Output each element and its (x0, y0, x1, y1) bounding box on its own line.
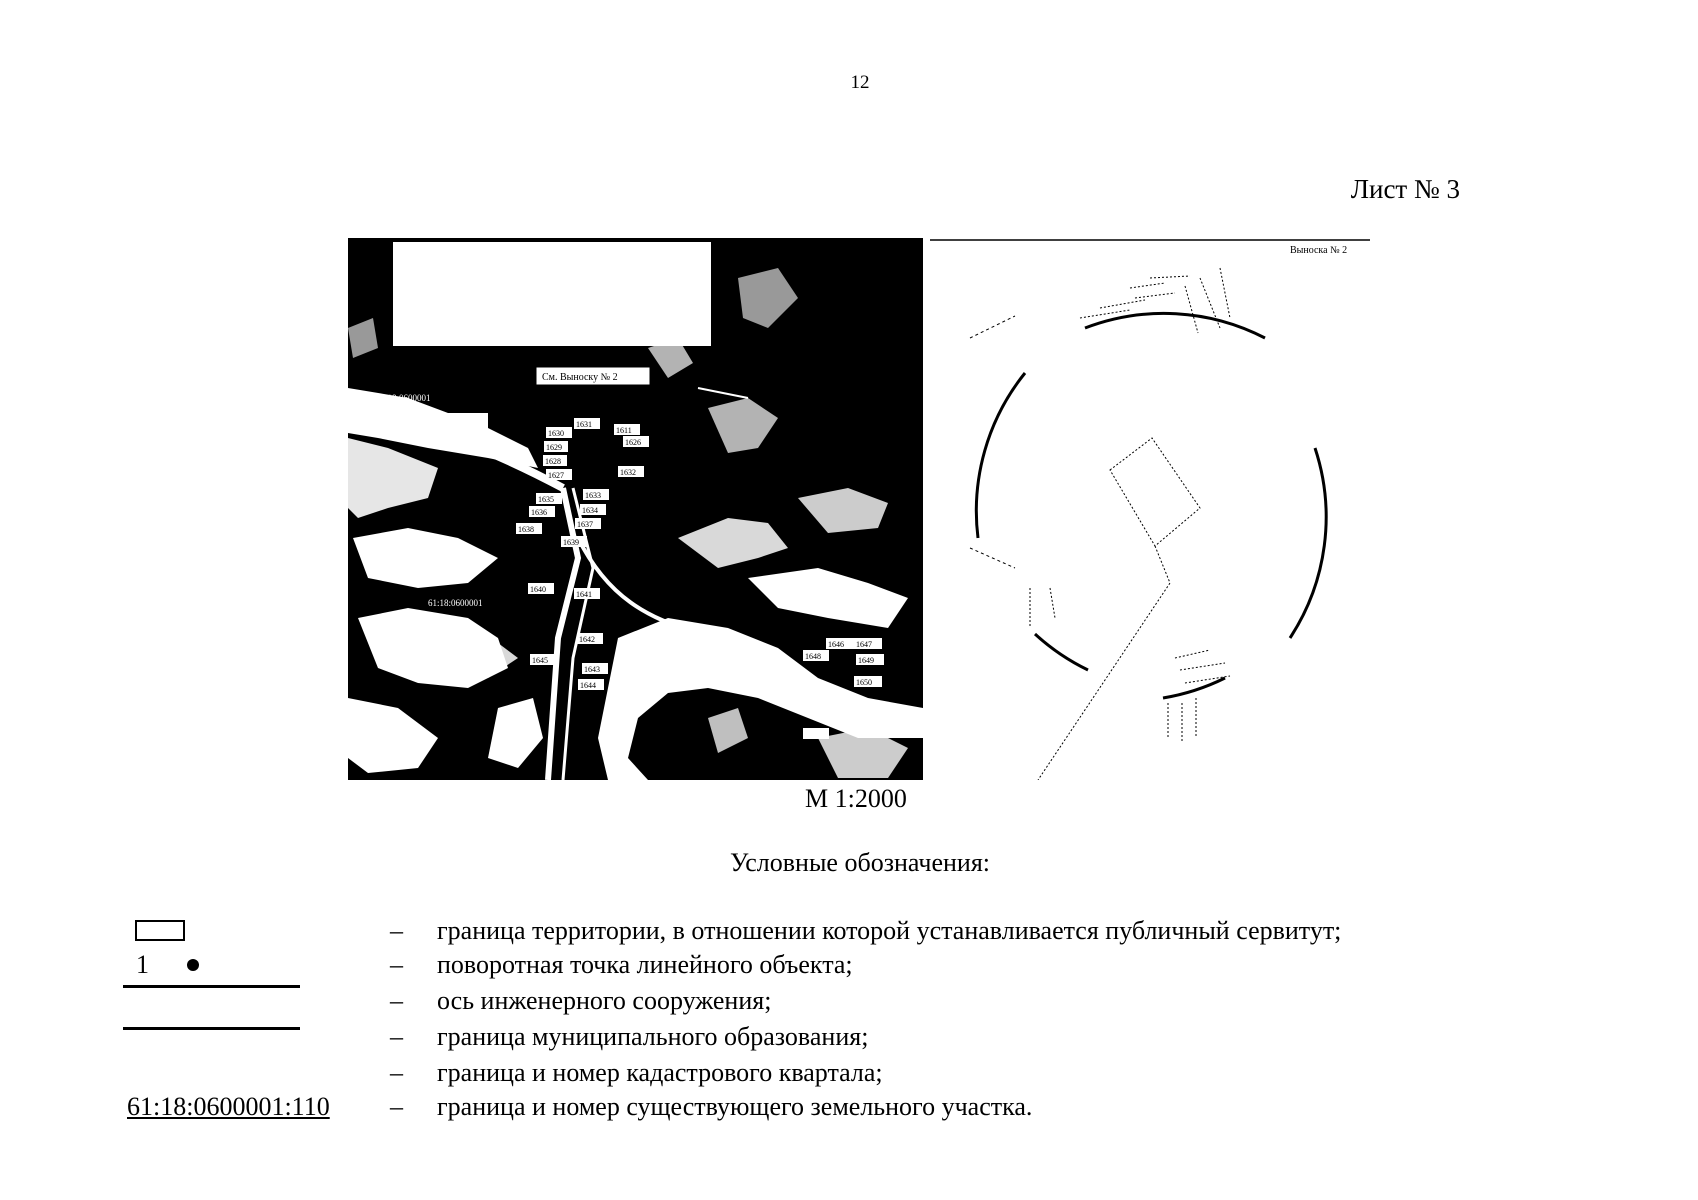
cadastral-label: 61:18:0600001 (376, 393, 431, 403)
point-label: 1645 (532, 656, 548, 665)
sheet-label: Лист № 3 (1350, 174, 1460, 204)
inset-title: Выноска № 2 (1290, 245, 1348, 256)
point-label: 1626 (625, 438, 641, 447)
point-label: 1641 (576, 590, 592, 599)
point-label: 1632 (620, 468, 636, 477)
point-label: 1642 (579, 635, 595, 644)
satellite-map (348, 238, 923, 780)
point-label: 1646 (828, 640, 844, 649)
legend-text: ось инженерного сооружения; (437, 986, 772, 1015)
legend-dash: – (390, 950, 403, 979)
point-label: 1627 (548, 471, 564, 480)
point-label: 1638 (518, 525, 534, 534)
legend-dash: – (390, 1022, 403, 1051)
inset-map-drawing (930, 238, 1370, 780)
point-label: 1636 (531, 508, 547, 517)
point-label: 1643 (584, 665, 600, 674)
legend-dash: – (390, 1092, 403, 1121)
point-label: 1644 (580, 681, 596, 690)
point-label: 1611 (616, 426, 632, 435)
point-label: 1635 (538, 495, 554, 504)
point-label: 1629 (546, 443, 562, 452)
legend-dash: – (390, 1058, 403, 1087)
map-scale: М 1:2000 (805, 784, 907, 813)
legend-text: граница и номер кадастрового квартала; (437, 1058, 883, 1087)
point-label: 1630 (548, 429, 564, 438)
point-label: 1639 (563, 538, 579, 547)
cadastral-label: 61:18:0600001 (428, 598, 483, 608)
linear-object (1030, 268, 1230, 780)
point-label: 1650 (856, 678, 872, 687)
point-label: 1648 (805, 652, 821, 661)
point-label: 1649 (858, 656, 874, 665)
inset-map (930, 238, 1370, 780)
turning-point-symbol (187, 959, 199, 971)
legend-item-turning-point (0, 950, 1698, 986)
masked-area (393, 242, 711, 346)
legend-item-municipal-boundary (0, 1022, 1698, 1058)
legend-text: граница муниципального образования; (437, 1022, 869, 1051)
legend-text: поворотная точка линейного объекта; (437, 950, 853, 979)
page-number: 12 (850, 72, 870, 93)
cadastral-label: 61:18:0600001:110 (364, 548, 435, 558)
point-label: 1637 (577, 520, 593, 529)
point-label: 1631 (576, 420, 592, 429)
legend-dash: – (390, 916, 403, 945)
structure-axis-symbol (123, 985, 300, 988)
point-label: 1640 (530, 585, 546, 594)
municipal-boundary-symbol (123, 1027, 300, 1030)
land-parcel-number-symbol: 61:18:0600001:110 (127, 1092, 330, 1121)
legend-item-servitude-boundary (0, 916, 1698, 952)
legend-text: граница территории, в отношении которой устанавливается публичный сервитут; (437, 916, 1342, 945)
servitude-boundary-symbol (135, 920, 185, 941)
turning-point-number: 1 (136, 950, 149, 979)
legend-item-structure-axis (0, 986, 1698, 1022)
masked-area (413, 413, 488, 441)
satellite-map-image (348, 238, 923, 780)
cadastral-label: 61:18:0600001:110 (373, 561, 436, 570)
legend-dash: – (390, 986, 403, 1015)
point-label: 1647 (856, 640, 872, 649)
servitude-boundary-arcs (970, 313, 1326, 698)
legend-item-land-parcel (0, 1092, 1698, 1128)
legend-text: граница и номер существующего земельного участка. (437, 1092, 1033, 1121)
point-label: 1634 (582, 506, 598, 515)
point-label: 1633 (585, 491, 601, 500)
legend-item-cadastral-quarter (0, 1058, 1698, 1094)
point-label: 1628 (545, 457, 561, 466)
legend-title: Условные обозначения: (729, 848, 991, 877)
callout-label: См. Выноску № 2 (542, 372, 618, 383)
